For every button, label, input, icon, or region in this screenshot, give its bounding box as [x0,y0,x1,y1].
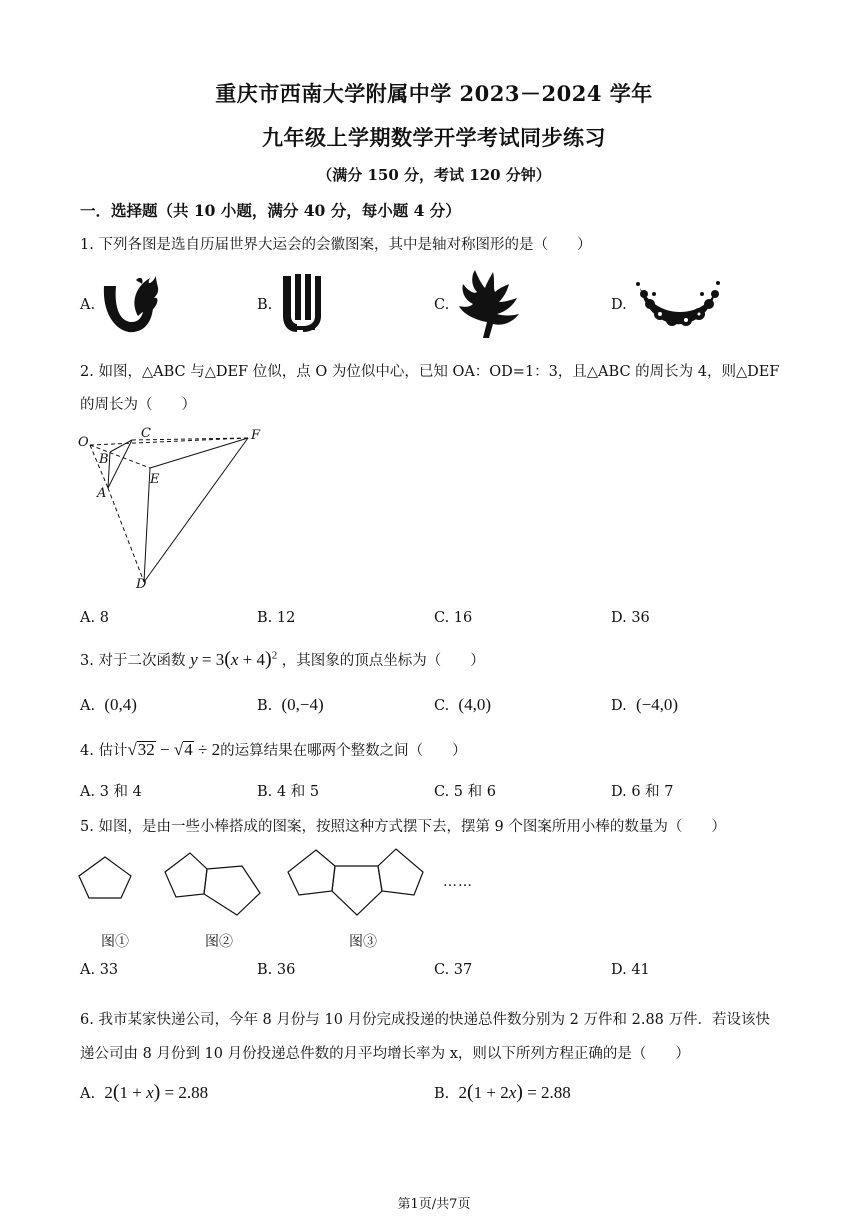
q3-func-rparen: ) [265,648,272,670]
q4-radicand-2: 4 [184,740,193,759]
page-number: 第1页/共7页 [397,1197,471,1212]
q4-option-b: B. 4 和 5 [257,784,320,800]
caption-figure-3: 图③ [349,934,377,950]
pentagon-pattern-figure [76,845,476,925]
q3-func-exponent: 2 [271,649,278,662]
question-6-text-line1: 6. 我市某家快递公司，今年 8 月份与 10 月份完成投递的快递总件数分别为 2 万件和 2.88 万件．若设该快 [80,1012,770,1028]
q3-option-c-letter: C. [434,698,450,714]
q6b-coef: 2 [458,1083,467,1102]
q3-option-a-letter: A. [80,698,96,714]
q6-option-a-equation [104,1083,208,1102]
exam-title-line1: 重庆市西南大学附属中学 2023－2024 学年 [215,81,653,106]
q6a-one: 1 + [119,1083,147,1102]
q4-option-c: C. 5 和 6 [434,784,496,800]
q3-option-c [434,695,491,715]
figure-2-pentagon-right [204,866,260,915]
label-o: O [78,435,89,450]
q3-text-prefix: 3. 对于二次函数 [80,653,186,669]
pattern-ellipsis: …… [443,874,473,890]
label-e: E [150,472,160,487]
figure-3-pentagon-middle [332,866,382,915]
question-6-text-line2: 递公司由 8 月份到 10 月份投递总件数的月平均增长率为 x，则以下所列方程正确的是（ ） [80,1046,690,1062]
question-4-text [80,739,467,760]
label-f: F [251,428,261,443]
q1-option-a-label: A. [80,297,96,313]
q5-option-a: A. 33 [80,962,119,978]
logo-d-image [636,280,720,330]
q3-option-b [257,695,324,715]
figure-3-pentagon-right [378,849,423,895]
exam-subtitle: （满分 150 分，考试 120 分钟） [317,166,551,184]
q3-option-d-value: (−4,0) [635,695,679,714]
logo-b-image [281,272,325,334]
q3-text-suffix: ，其图象的顶点坐标为（ ） [281,653,485,669]
q4-radicand-1: 32 [137,740,155,759]
q6a-rhs: = 2.88 [160,1083,209,1102]
q1-option-b-label: B. [257,297,273,313]
exam-title-line2: 九年级上学期数学开学考试同步练习 [262,125,606,150]
q3-option-a-value: (0,4) [104,695,137,714]
q3-option-d [611,695,678,715]
section-heading: 一．选择题（共 10 小题，满分 40 分，每小题 4 分） [80,201,461,220]
q4-option-a: A. 3 和 4 [80,784,142,800]
q6b-rparen: ) [516,1081,523,1103]
figure-3-pentagon-left [288,850,335,895]
question-1-text: 1. 下列各图是选自历届世界大运会的会徽图案，其中是轴对称图形的是（ ） [80,237,592,253]
q6b-rhs: = 2.88 [522,1083,571,1102]
similar-triangles-figure [70,420,280,600]
question-3-text [80,648,485,671]
q3-func-lhs: y [190,650,198,669]
q6b-lparen: ( [466,1081,474,1103]
q4-text-suffix: 的运算结果在哪两个整数之间（ ） [220,743,467,759]
q5-option-c: C. 37 [434,962,473,978]
question-5-text: 5. 如图，是由一些小棒搭成的图案，按照这种方式摆下去，摆第 9 个图案所用小棒的数量为（ ） [80,819,726,835]
figure-2-pentagon-left [165,853,207,897]
label-d: D [136,577,147,592]
q4-text-prefix: 4. 估计 [80,743,128,759]
q2-option-d: D. 36 [611,610,650,626]
q4-option-d: D. 6 和 7 [611,784,674,800]
logo-a-image [100,272,162,336]
q3-option-a [80,695,137,715]
label-c: C [141,426,151,441]
q5-option-b: B. 36 [257,962,296,978]
q2-option-a: A. 8 [80,610,109,626]
q3-func-eq: = 3 [197,650,225,669]
caption-figure-2: 图② [205,934,233,950]
q2-option-b: B. 12 [257,610,296,626]
q4-expression: √32 − √4 ÷ 2 [127,740,221,759]
q3-option-d-letter: D. [611,698,627,714]
q3-func-var: x [230,650,239,669]
q6-option-a-letter: A. [80,1086,96,1102]
q6b-var: x [508,1083,517,1102]
q6-option-b [434,1081,571,1104]
question-2-text-line2: 的周长为（ ） [80,397,196,413]
q5-option-d: D. 41 [611,962,650,978]
label-b: B [99,452,109,467]
q6b-one: 1 + 2 [473,1083,509,1102]
q6-option-a [80,1081,208,1104]
q3-option-b-value: (0,−4) [281,695,324,714]
q1-option-c-label: C. [434,297,450,313]
figure-1-pentagon [79,857,131,898]
q3-option-b-letter: B. [257,698,273,714]
logo-c-image [457,270,521,340]
caption-figure-1: 图① [101,934,129,950]
q3-option-c-value: (4,0) [458,695,491,714]
label-a: A [97,486,107,501]
q6a-var: x [146,1083,154,1102]
q6a-coef: 2 [104,1083,113,1102]
q6a-rparen: ) [153,1081,161,1103]
q6-option-b-equation [458,1083,570,1102]
q4-minus: − [155,740,174,759]
q1-option-d-label: D. [611,297,627,313]
q4-divide: ÷ 2 [193,740,221,759]
q3-function-expression [190,650,277,669]
q6-option-b-letter: B. [434,1086,450,1102]
q6a-lparen: ( [112,1081,120,1103]
question-2-text-line1: 2. 如图，△ABC 与△DEF 位似，点 O 为位似中心，已知 OA：OD=1：3，且△ABC 的周长为 4，则△DEF [80,364,780,380]
q3-func-plus: + 4 [238,650,266,669]
q2-option-c: C. 16 [434,610,473,626]
q3-func-lparen: ( [224,648,231,670]
